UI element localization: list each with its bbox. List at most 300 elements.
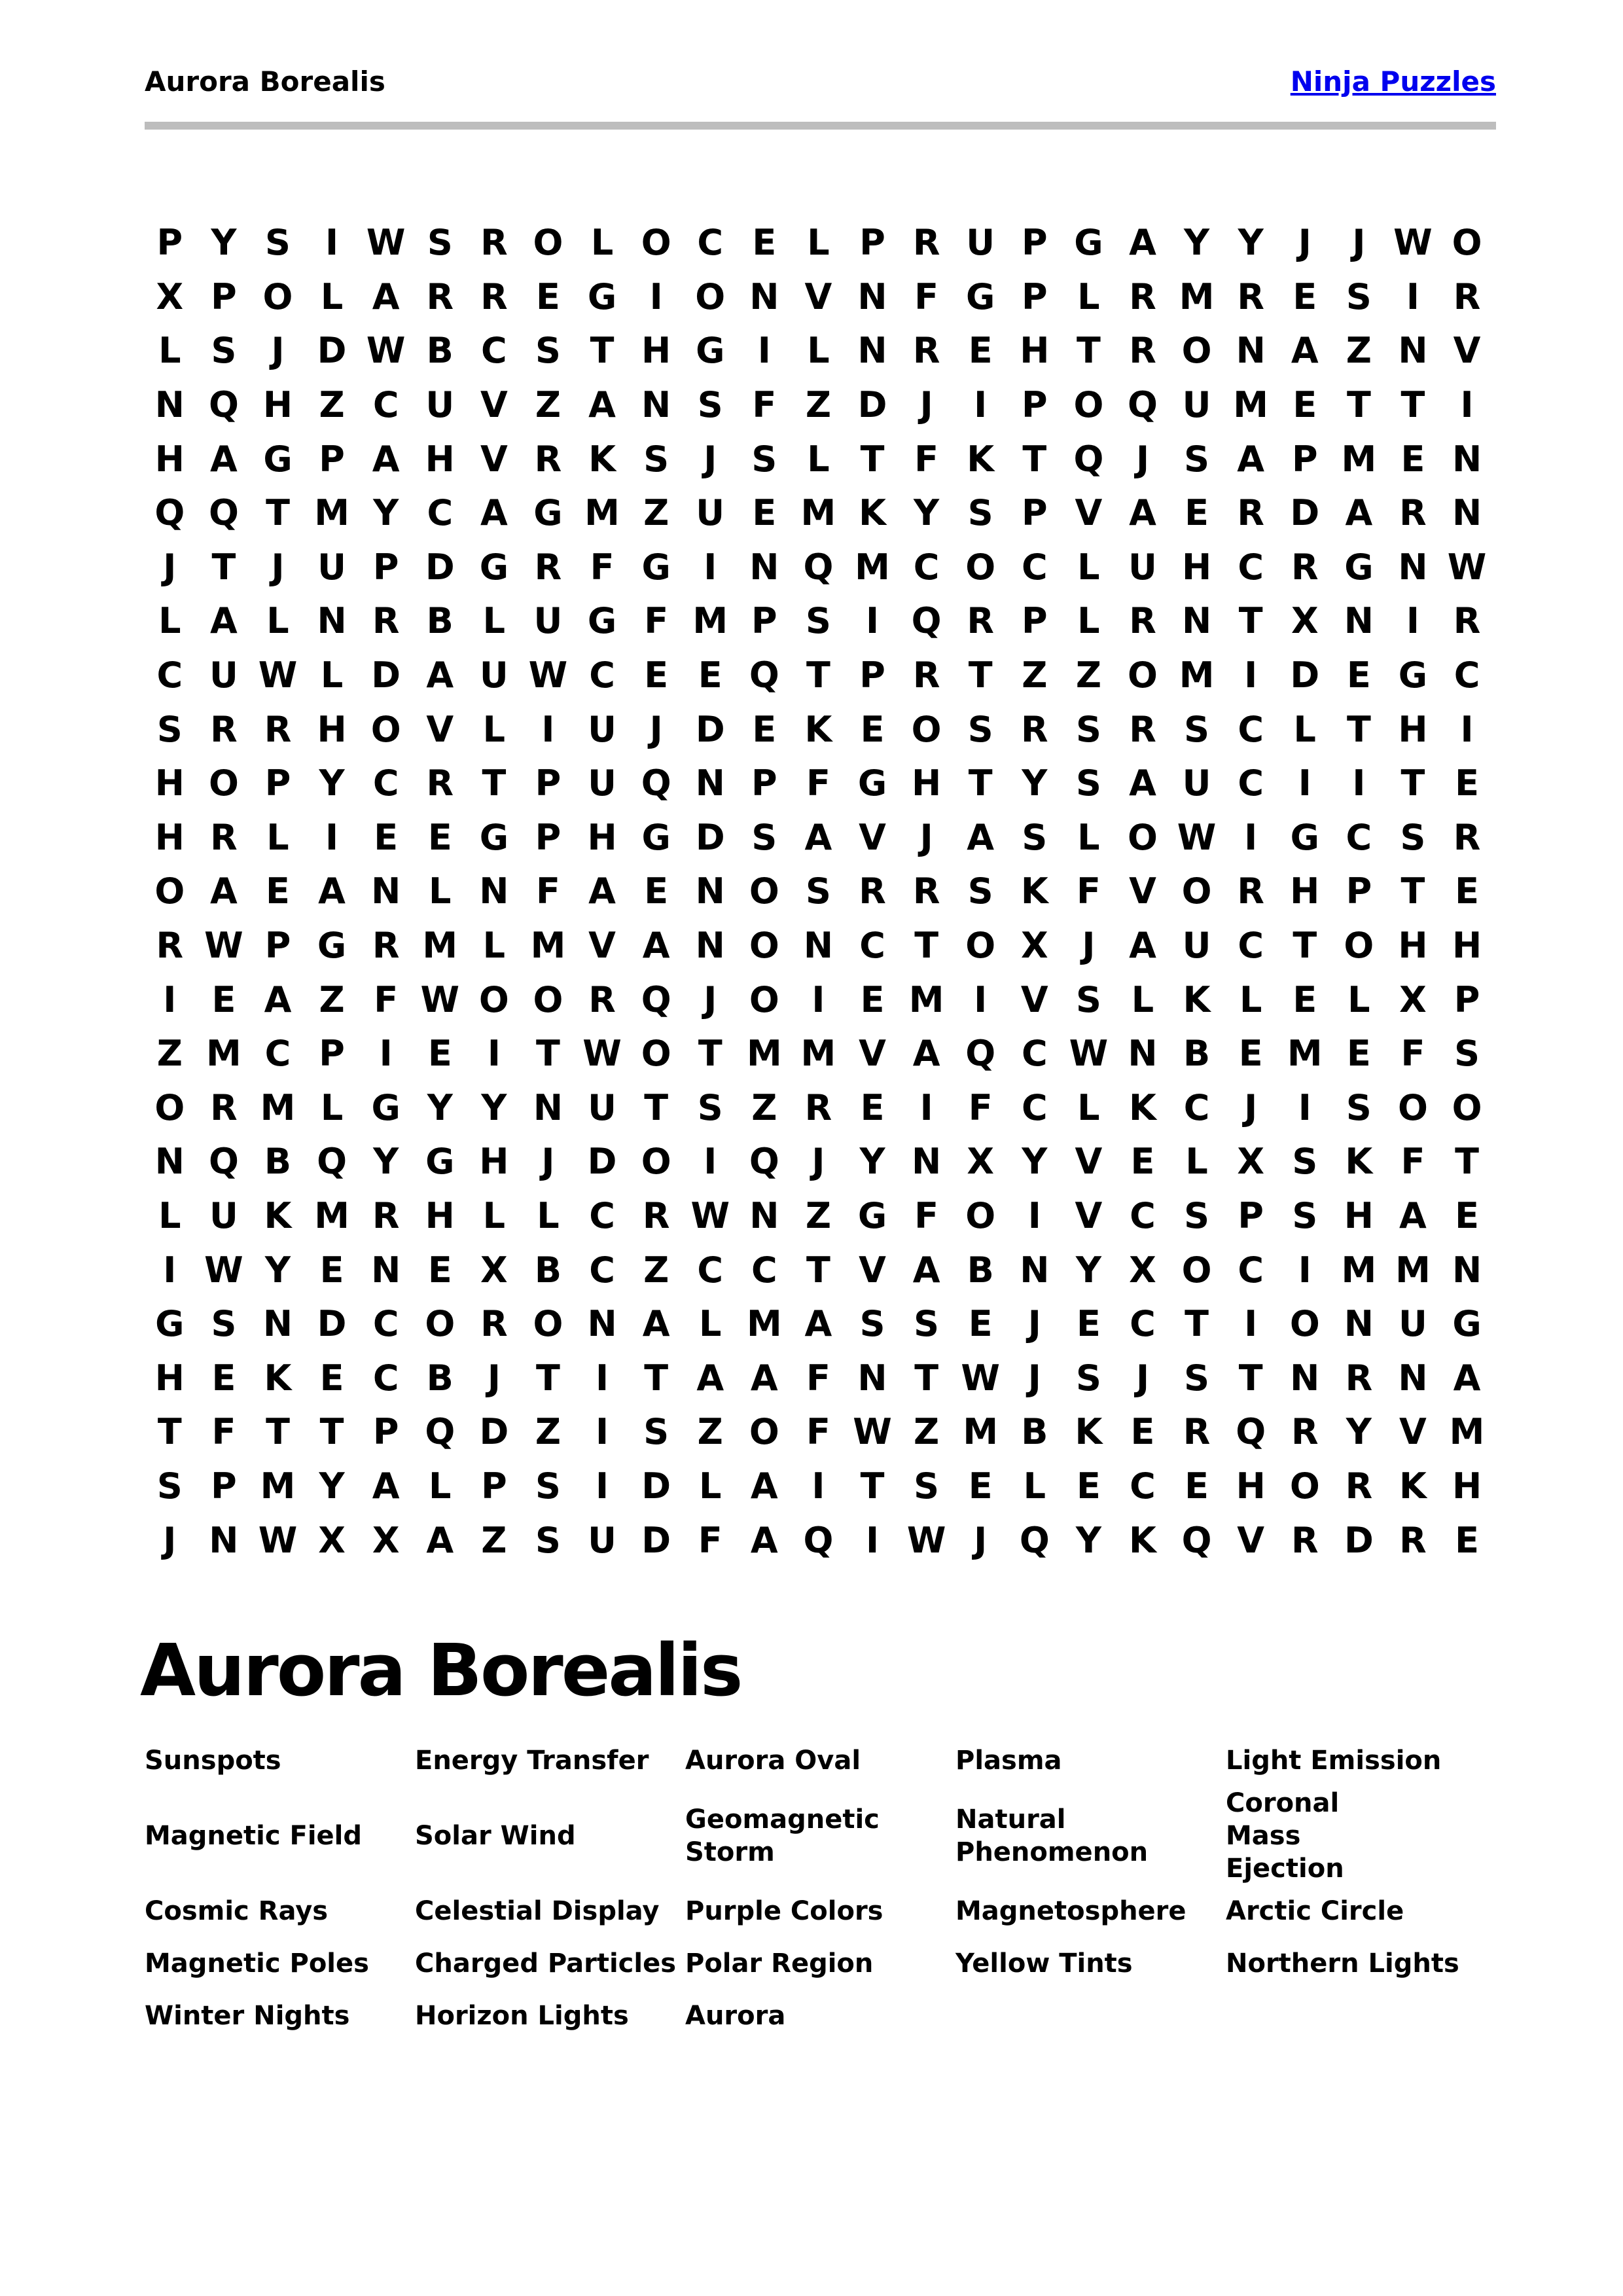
grid-cell[interactable]: M xyxy=(314,492,349,534)
grid-cell[interactable]: L xyxy=(1077,600,1100,642)
grid-cell[interactable]: A xyxy=(209,870,238,912)
grid-cell[interactable]: R xyxy=(1129,600,1156,642)
grid-cell[interactable]: G xyxy=(425,1141,455,1183)
grid-cell[interactable]: P xyxy=(1022,384,1048,426)
grid-cell[interactable]: N xyxy=(1128,1033,1158,1075)
grid-cell[interactable]: P xyxy=(481,1465,507,1507)
grid-cell[interactable]: I xyxy=(596,1357,609,1399)
grid-cell[interactable]: O xyxy=(533,222,563,264)
grid-cell[interactable]: Q xyxy=(1236,1411,1266,1453)
grid-cell[interactable]: R xyxy=(859,870,886,912)
grid-cell[interactable]: T xyxy=(1400,384,1425,426)
grid-cell[interactable]: J xyxy=(1027,1357,1041,1399)
grid-cell[interactable]: H xyxy=(479,1141,509,1183)
grid-cell[interactable]: Z xyxy=(319,978,345,1020)
grid-cell[interactable]: B xyxy=(534,1249,562,1291)
grid-cell[interactable]: S xyxy=(535,330,561,372)
grid-cell[interactable]: Q xyxy=(911,600,942,642)
grid-cell[interactable]: O xyxy=(749,978,779,1020)
grid-cell[interactable]: I xyxy=(163,1249,177,1291)
grid-cell[interactable]: A xyxy=(426,1519,454,1561)
grid-cell[interactable]: E xyxy=(1293,276,1317,317)
grid-cell[interactable]: W xyxy=(528,655,568,696)
grid-cell[interactable]: M xyxy=(692,600,728,642)
grid-cell[interactable]: C xyxy=(751,1249,777,1291)
grid-cell[interactable]: B xyxy=(426,330,454,372)
grid-cell[interactable]: W xyxy=(1177,816,1217,858)
grid-cell[interactable]: C xyxy=(1238,925,1264,967)
grid-cell[interactable]: M xyxy=(314,1194,349,1236)
grid-cell[interactable]: S xyxy=(1184,708,1210,750)
grid-cell[interactable]: A xyxy=(750,1519,778,1561)
grid-cell[interactable]: Z xyxy=(643,1249,669,1291)
grid-cell[interactable]: R xyxy=(1453,600,1481,642)
grid-cell[interactable]: P xyxy=(1238,1194,1264,1236)
grid-cell[interactable]: M xyxy=(746,1303,782,1345)
grid-cell[interactable]: E xyxy=(1455,762,1479,804)
grid-cell[interactable]: X xyxy=(967,1141,995,1183)
grid-cell[interactable]: N xyxy=(641,384,671,426)
grid-cell[interactable]: C xyxy=(1238,762,1264,804)
grid-cell[interactable]: K xyxy=(1129,1519,1156,1561)
grid-cell[interactable]: T xyxy=(536,1357,560,1399)
grid-cell[interactable]: E xyxy=(860,708,885,750)
grid-cell[interactable]: P xyxy=(1022,600,1048,642)
grid-cell[interactable]: S xyxy=(859,1303,885,1345)
grid-cell[interactable]: J xyxy=(1244,1086,1258,1128)
grid-cell[interactable]: S xyxy=(1184,438,1210,480)
grid-cell[interactable]: Y xyxy=(373,492,399,534)
grid-cell[interactable]: J xyxy=(1298,222,1311,264)
grid-cell[interactable]: F xyxy=(914,438,939,480)
grid-cell[interactable]: A xyxy=(209,438,238,480)
grid-cell[interactable]: O xyxy=(425,1303,455,1345)
grid-cell[interactable]: E xyxy=(860,1086,885,1128)
grid-cell[interactable]: H xyxy=(154,762,185,804)
grid-cell[interactable]: T xyxy=(1400,870,1425,912)
grid-cell[interactable]: Y xyxy=(859,1141,885,1183)
grid-cell[interactable]: Y xyxy=(1075,1249,1101,1291)
grid-cell[interactable]: U xyxy=(1128,546,1157,588)
grid-cell[interactable]: W xyxy=(1447,546,1487,588)
grid-cell[interactable]: C xyxy=(1183,1086,1210,1128)
grid-cell[interactable]: V xyxy=(480,438,508,480)
grid-cell[interactable]: C xyxy=(589,1249,615,1291)
grid-cell[interactable]: S xyxy=(643,1411,669,1453)
grid-cell[interactable]: O xyxy=(695,276,726,317)
grid-cell[interactable]: G xyxy=(641,546,671,588)
grid-cell[interactable]: C xyxy=(1021,546,1048,588)
grid-cell[interactable]: N xyxy=(1344,1303,1374,1345)
grid-cell[interactable]: R xyxy=(1129,708,1156,750)
grid-cell[interactable]: L xyxy=(1185,1141,1208,1183)
grid-cell[interactable]: A xyxy=(912,1033,940,1075)
grid-cell[interactable]: F xyxy=(644,600,669,642)
grid-cell[interactable]: Y xyxy=(1346,1411,1372,1453)
grid-cell[interactable]: E xyxy=(536,276,560,317)
grid-cell[interactable]: F xyxy=(968,1086,993,1128)
grid-cell[interactable]: Q xyxy=(1073,438,1104,480)
grid-cell[interactable]: A xyxy=(264,978,292,1020)
grid-cell[interactable]: P xyxy=(319,438,345,480)
grid-cell[interactable]: P xyxy=(1346,870,1372,912)
grid-cell[interactable]: V xyxy=(859,816,886,858)
grid-cell[interactable]: A xyxy=(696,1357,724,1399)
grid-cell[interactable]: A xyxy=(1129,492,1156,534)
grid-cell[interactable]: K xyxy=(1183,978,1211,1020)
grid-cell[interactable]: T xyxy=(1293,925,1317,967)
grid-cell[interactable]: E xyxy=(1455,870,1479,912)
grid-cell[interactable]: R xyxy=(1129,330,1156,372)
grid-cell[interactable]: S xyxy=(535,1465,561,1507)
grid-cell[interactable]: M xyxy=(260,1465,296,1507)
grid-cell[interactable]: A xyxy=(318,870,346,912)
grid-cell[interactable]: M xyxy=(422,925,458,967)
grid-cell[interactable]: G xyxy=(587,276,617,317)
grid-cell[interactable]: R xyxy=(1237,276,1264,317)
grid-cell[interactable]: O xyxy=(749,870,779,912)
grid-cell[interactable]: Y xyxy=(1075,1519,1101,1561)
grid-cell[interactable]: D xyxy=(857,384,887,426)
grid-cell[interactable]: O xyxy=(965,1194,996,1236)
grid-cell[interactable]: R xyxy=(534,438,562,480)
grid-cell[interactable]: E xyxy=(1455,1519,1479,1561)
grid-cell[interactable]: R xyxy=(426,276,454,317)
grid-cell[interactable]: N xyxy=(1452,438,1482,480)
grid-cell[interactable]: J xyxy=(163,1519,177,1561)
grid-cell[interactable]: G xyxy=(479,816,509,858)
grid-cell[interactable]: O xyxy=(965,925,996,967)
grid-cell[interactable]: A xyxy=(804,1303,832,1345)
grid-cell[interactable]: C xyxy=(1021,1033,1048,1075)
grid-cell[interactable]: V xyxy=(1453,330,1481,372)
grid-cell[interactable]: A xyxy=(480,492,508,534)
grid-cell[interactable]: U xyxy=(479,655,508,696)
grid-cell[interactable]: Z xyxy=(156,1033,183,1075)
grid-cell[interactable]: E xyxy=(1130,1141,1155,1183)
grid-cell[interactable]: O xyxy=(1289,1465,1320,1507)
grid-cell[interactable]: N xyxy=(1344,600,1374,642)
grid-cell[interactable]: L xyxy=(482,600,506,642)
grid-cell[interactable]: Y xyxy=(481,1086,507,1128)
grid-cell[interactable]: T xyxy=(319,1411,344,1453)
grid-cell[interactable]: W xyxy=(582,1033,622,1075)
grid-cell[interactable]: T xyxy=(1076,330,1101,372)
grid-cell[interactable]: D xyxy=(641,1519,671,1561)
grid-cell[interactable]: D xyxy=(1290,492,1320,534)
grid-cell[interactable]: P xyxy=(156,222,183,264)
grid-cell[interactable]: Z xyxy=(751,1086,777,1128)
grid-cell[interactable]: I xyxy=(865,600,880,642)
grid-cell[interactable]: N xyxy=(317,600,347,642)
grid-cell[interactable]: P xyxy=(1022,276,1048,317)
grid-cell[interactable]: J xyxy=(1135,1357,1150,1399)
grid-cell[interactable]: T xyxy=(968,762,993,804)
grid-cell[interactable]: T xyxy=(1022,438,1047,480)
grid-cell[interactable]: E xyxy=(698,655,722,696)
grid-cell[interactable]: P xyxy=(211,276,237,317)
grid-cell[interactable]: S xyxy=(211,1303,237,1345)
grid-cell[interactable]: Z xyxy=(805,384,831,426)
grid-cell[interactable]: B xyxy=(426,600,454,642)
grid-cell[interactable]: A xyxy=(426,655,454,696)
grid-cell[interactable]: R xyxy=(1237,492,1264,534)
grid-cell[interactable]: N xyxy=(1398,330,1428,372)
grid-cell[interactable]: S xyxy=(697,1086,723,1128)
grid-cell[interactable]: L xyxy=(1293,708,1316,750)
grid-cell[interactable]: C xyxy=(372,384,399,426)
grid-cell[interactable]: W xyxy=(420,978,460,1020)
grid-cell[interactable]: H xyxy=(1236,1465,1266,1507)
grid-cell[interactable]: D xyxy=(317,1303,347,1345)
grid-cell[interactable]: F xyxy=(806,1411,830,1453)
grid-cell[interactable]: E xyxy=(1185,1465,1209,1507)
grid-cell[interactable]: U xyxy=(1182,762,1211,804)
grid-cell[interactable]: A xyxy=(209,600,238,642)
grid-cell[interactable]: Y xyxy=(1238,222,1264,264)
grid-cell[interactable]: E xyxy=(1455,1194,1479,1236)
grid-cell[interactable]: T xyxy=(590,330,615,372)
grid-cell[interactable]: L xyxy=(266,600,289,642)
grid-cell[interactable]: G xyxy=(1290,816,1319,858)
grid-cell[interactable]: L xyxy=(429,1465,452,1507)
grid-cell[interactable]: I xyxy=(163,978,177,1020)
grid-cell[interactable]: N xyxy=(857,1357,887,1399)
grid-cell[interactable]: W xyxy=(204,1249,243,1291)
grid-cell[interactable]: G xyxy=(587,600,617,642)
grid-cell[interactable]: N xyxy=(1452,492,1482,534)
grid-cell[interactable]: L xyxy=(482,1194,506,1236)
grid-cell[interactable]: I xyxy=(596,1411,609,1453)
grid-cell[interactable]: U xyxy=(533,600,563,642)
grid-cell[interactable]: H xyxy=(154,438,185,480)
grid-cell[interactable]: Z xyxy=(1075,655,1101,696)
grid-cell[interactable]: W xyxy=(906,1519,946,1561)
grid-cell[interactable]: O xyxy=(641,222,671,264)
grid-cell[interactable]: D xyxy=(317,330,347,372)
grid-cell[interactable]: Z xyxy=(535,1411,562,1453)
grid-cell[interactable]: D xyxy=(587,1141,617,1183)
grid-cell[interactable]: R xyxy=(912,655,940,696)
grid-cell[interactable]: W xyxy=(690,1194,730,1236)
grid-cell[interactable]: C xyxy=(481,330,507,372)
grid-cell[interactable]: C xyxy=(427,492,454,534)
grid-cell[interactable]: D xyxy=(1344,1519,1374,1561)
grid-cell[interactable]: E xyxy=(644,655,669,696)
grid-cell[interactable]: E xyxy=(1293,384,1317,426)
grid-cell[interactable]: O xyxy=(533,1303,563,1345)
grid-cell[interactable]: E xyxy=(1185,492,1209,534)
grid-cell[interactable]: I xyxy=(649,276,663,317)
grid-cell[interactable]: K xyxy=(1399,1465,1427,1507)
grid-cell[interactable]: L xyxy=(320,655,344,696)
grid-cell[interactable]: E xyxy=(1130,1411,1155,1453)
grid-cell[interactable]: K xyxy=(264,1357,292,1399)
grid-cell[interactable]: L xyxy=(1347,978,1370,1020)
grid-cell[interactable]: T xyxy=(914,925,939,967)
grid-cell[interactable]: O xyxy=(641,1141,671,1183)
grid-cell[interactable]: I xyxy=(1460,708,1474,750)
grid-cell[interactable]: S xyxy=(1184,1357,1210,1399)
grid-cell[interactable]: E xyxy=(1346,1033,1371,1075)
grid-cell[interactable]: Q xyxy=(803,1519,834,1561)
grid-cell[interactable]: W xyxy=(1393,222,1433,264)
grid-cell[interactable]: S xyxy=(265,222,291,264)
grid-cell[interactable]: L xyxy=(807,222,830,264)
grid-cell[interactable]: M xyxy=(260,1086,296,1128)
grid-cell[interactable]: I xyxy=(541,708,555,750)
grid-cell[interactable]: C xyxy=(1238,546,1264,588)
grid-cell[interactable]: Z xyxy=(1022,655,1048,696)
grid-cell[interactable]: N xyxy=(1398,546,1428,588)
grid-cell[interactable]: E xyxy=(427,1033,452,1075)
grid-cell[interactable]: S xyxy=(1292,1194,1318,1236)
grid-cell[interactable]: L xyxy=(158,600,181,642)
grid-cell[interactable]: N xyxy=(1398,1357,1428,1399)
grid-cell[interactable]: D xyxy=(695,708,725,750)
grid-cell[interactable]: M xyxy=(1179,655,1215,696)
grid-cell[interactable]: Q xyxy=(749,1141,779,1183)
grid-cell[interactable]: J xyxy=(271,330,285,372)
grid-cell[interactable]: V xyxy=(1237,1519,1265,1561)
grid-cell[interactable]: N xyxy=(695,762,725,804)
grid-cell[interactable]: F xyxy=(752,384,777,426)
grid-cell[interactable]: G xyxy=(1074,222,1103,264)
grid-cell[interactable]: N xyxy=(479,870,509,912)
grid-cell[interactable]: M xyxy=(584,492,620,534)
grid-cell[interactable]: Z xyxy=(805,1194,831,1236)
grid-cell[interactable]: O xyxy=(370,708,401,750)
grid-cell[interactable]: A xyxy=(372,1465,400,1507)
grid-cell[interactable]: Q xyxy=(208,1141,239,1183)
grid-cell[interactable]: L xyxy=(158,330,181,372)
grid-cell[interactable]: R xyxy=(1129,276,1156,317)
grid-cell[interactable]: J xyxy=(1082,925,1096,967)
grid-cell[interactable]: M xyxy=(1395,1249,1431,1291)
grid-cell[interactable]: O xyxy=(262,276,293,317)
grid-cell[interactable]: W xyxy=(961,1357,1000,1399)
grid-cell[interactable]: R xyxy=(588,978,616,1020)
grid-cell[interactable]: E xyxy=(319,1249,344,1291)
grid-cell[interactable]: R xyxy=(534,546,562,588)
grid-cell[interactable]: G xyxy=(533,492,563,534)
grid-cell[interactable]: K xyxy=(1129,1086,1156,1128)
grid-cell[interactable]: E xyxy=(1346,655,1371,696)
grid-cell[interactable]: B xyxy=(264,1141,292,1183)
grid-cell[interactable]: I xyxy=(865,1519,880,1561)
grid-cell[interactable]: Q xyxy=(1128,384,1158,426)
grid-cell[interactable]: L xyxy=(158,1194,181,1236)
grid-cell[interactable]: C xyxy=(1454,655,1480,696)
grid-cell[interactable]: S xyxy=(211,330,237,372)
grid-cell[interactable]: H xyxy=(1290,870,1320,912)
grid-cell[interactable]: A xyxy=(372,438,400,480)
grid-cell[interactable]: R xyxy=(1453,816,1481,858)
grid-cell[interactable]: I xyxy=(812,1465,825,1507)
grid-cell[interactable]: R xyxy=(1399,1519,1427,1561)
grid-cell[interactable]: N xyxy=(749,1194,779,1236)
grid-cell[interactable]: V xyxy=(859,1249,886,1291)
grid-cell[interactable]: X xyxy=(318,1519,346,1561)
grid-cell[interactable]: C xyxy=(1130,1303,1156,1345)
grid-cell[interactable]: W xyxy=(366,222,406,264)
grid-cell[interactable]: V xyxy=(859,1033,886,1075)
grid-cell[interactable]: M xyxy=(206,1033,241,1075)
grid-cell[interactable]: J xyxy=(649,708,663,750)
grid-cell[interactable]: E xyxy=(968,330,993,372)
grid-cell[interactable]: L xyxy=(429,870,452,912)
grid-cell[interactable]: P xyxy=(751,762,777,804)
grid-cell[interactable]: O xyxy=(1181,870,1212,912)
grid-cell[interactable]: Q xyxy=(641,978,671,1020)
grid-cell[interactable]: N xyxy=(803,925,834,967)
grid-cell[interactable]: R xyxy=(1021,708,1048,750)
grid-cell[interactable]: J xyxy=(704,978,717,1020)
grid-cell[interactable]: E xyxy=(968,1465,993,1507)
grid-cell[interactable]: P xyxy=(372,1411,399,1453)
grid-cell[interactable]: J xyxy=(487,1357,501,1399)
grid-cell[interactable]: V xyxy=(1075,492,1103,534)
grid-cell[interactable]: M xyxy=(963,1411,999,1453)
grid-cell[interactable]: S xyxy=(1022,816,1048,858)
grid-cell[interactable]: F xyxy=(590,546,615,588)
grid-cell[interactable]: N xyxy=(1181,600,1212,642)
grid-cell[interactable]: Y xyxy=(264,1249,291,1291)
grid-cell[interactable]: U xyxy=(588,1519,616,1561)
grid-cell[interactable]: Y xyxy=(211,222,237,264)
grid-cell[interactable]: H xyxy=(262,384,293,426)
grid-cell[interactable]: D xyxy=(641,1465,671,1507)
grid-cell[interactable]: P xyxy=(751,600,777,642)
grid-cell[interactable]: T xyxy=(968,655,993,696)
grid-cell[interactable]: J xyxy=(1135,438,1150,480)
grid-cell[interactable]: C xyxy=(156,655,183,696)
grid-cell[interactable]: R xyxy=(1345,1465,1373,1507)
grid-cell[interactable]: F xyxy=(536,870,560,912)
grid-cell[interactable]: I xyxy=(1027,1194,1041,1236)
grid-cell[interactable]: M xyxy=(908,978,944,1020)
grid-cell[interactable]: L xyxy=(1077,816,1100,858)
grid-cell[interactable]: N xyxy=(695,870,725,912)
grid-cell[interactable]: P xyxy=(1291,438,1318,480)
grid-cell[interactable]: T xyxy=(698,1033,722,1075)
grid-cell[interactable]: K xyxy=(588,438,616,480)
grid-cell[interactable]: U xyxy=(1182,384,1211,426)
grid-cell[interactable]: L xyxy=(266,816,289,858)
grid-cell[interactable]: L xyxy=(1077,546,1100,588)
grid-cell[interactable]: I xyxy=(596,1465,609,1507)
grid-cell[interactable]: Y xyxy=(373,1141,399,1183)
grid-cell[interactable]: R xyxy=(210,816,238,858)
grid-cell[interactable]: Z xyxy=(643,492,669,534)
grid-cell[interactable]: X xyxy=(156,276,184,317)
grid-cell[interactable]: T xyxy=(482,762,507,804)
grid-cell[interactable]: I xyxy=(1244,655,1258,696)
grid-cell[interactable]: H xyxy=(1181,546,1212,588)
grid-cell[interactable]: J xyxy=(919,816,933,858)
grid-cell[interactable]: U xyxy=(425,384,455,426)
grid-cell[interactable]: I xyxy=(325,222,339,264)
grid-cell[interactable]: X xyxy=(1020,925,1048,967)
grid-cell[interactable]: I xyxy=(1298,1249,1311,1291)
grid-cell[interactable]: C xyxy=(1238,708,1264,750)
grid-cell[interactable]: H xyxy=(154,1357,185,1399)
grid-cell[interactable]: S xyxy=(1075,708,1101,750)
grid-cell[interactable]: J xyxy=(271,546,285,588)
grid-cell[interactable]: G xyxy=(1344,546,1374,588)
grid-cell[interactable]: T xyxy=(1185,1303,1209,1345)
grid-cell[interactable]: C xyxy=(1130,1194,1156,1236)
